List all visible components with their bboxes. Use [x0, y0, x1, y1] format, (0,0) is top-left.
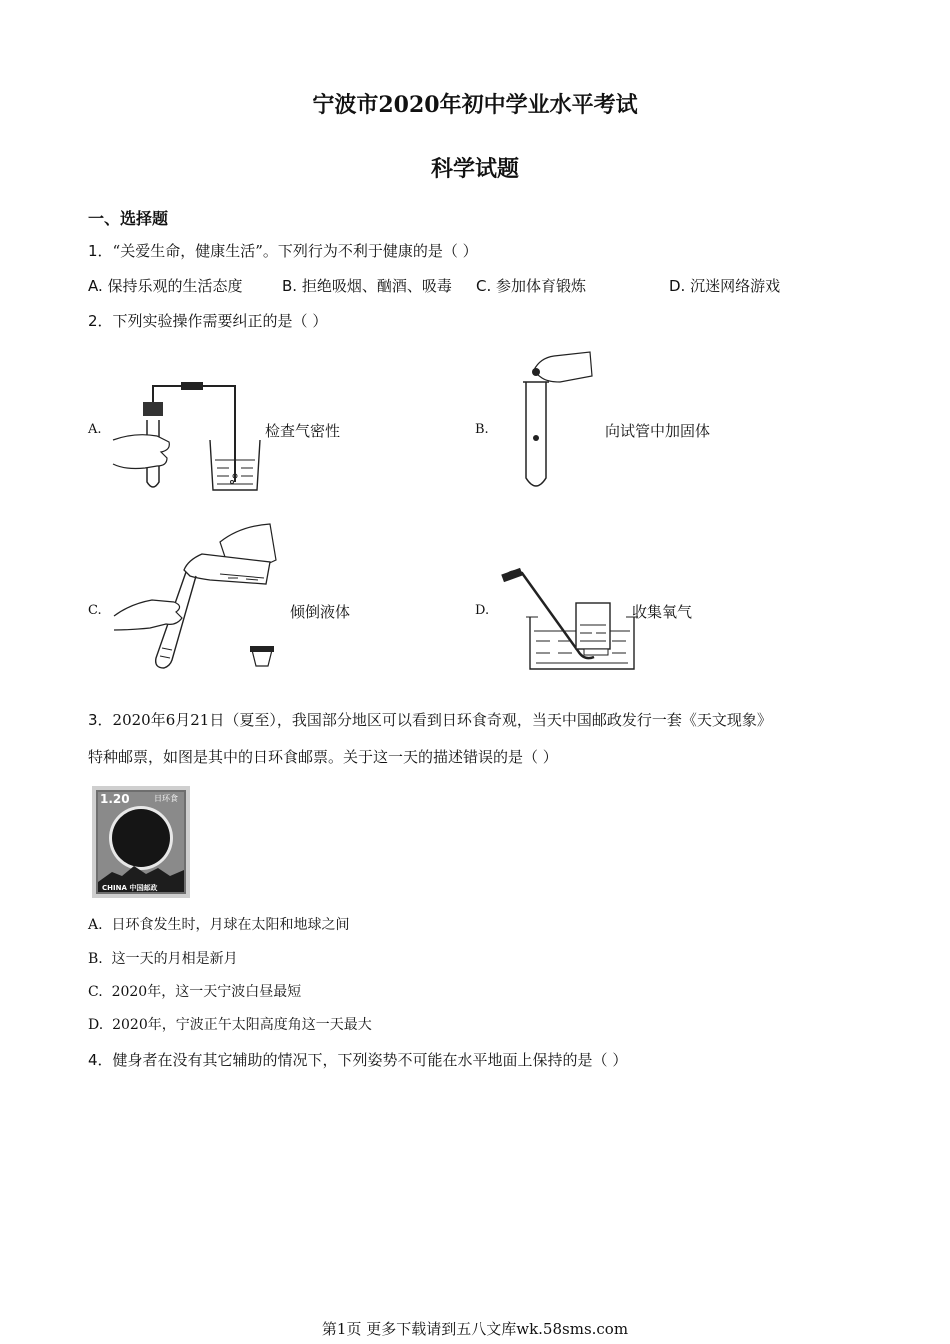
solar-eclipse-stamp [92, 786, 190, 898]
question-number: 3． [88, 711, 113, 729]
q2-option-a-caption: 检查气密性 [265, 422, 341, 440]
q2-option-d-caption: 收集氧气 [632, 603, 693, 621]
q2-option-c-letter: C. [88, 603, 102, 618]
q2-option-b-caption: 向试管中加固体 [605, 422, 711, 440]
airtightness-check-illustration [105, 380, 265, 495]
add-solid-illustration [520, 350, 600, 492]
collect-oxygen-illustration [500, 565, 635, 675]
q3-option-c: C. 2020年，这一天宁波白昼最短 [88, 984, 302, 1000]
question-text: 2020年6月21日（夏至），我国部分地区可以看到日环食奇观，当天中国邮政发行一套《天文现象》 [112, 711, 772, 729]
question-1 [88, 240, 478, 261]
question-2 [88, 310, 327, 331]
question-number: 4． [88, 1051, 113, 1069]
q2-option-c-caption: 倾倒液体 [290, 603, 351, 621]
q1-option-d: D. 沉迷网络游戏 [669, 277, 781, 295]
question-3-line1 [88, 709, 772, 730]
q1-option-b: B. 拒绝吸烟、酗酒、吸毒 [282, 277, 452, 295]
page-title: 宁波市2020年初中学业水平考试 [312, 92, 638, 118]
q3-option-a: A. 日环食发生时，月球在太阳和地球之间 [88, 917, 350, 933]
question-number: 2． [88, 312, 113, 330]
stamp-brand: CHINA 中国邮政 [102, 884, 158, 892]
q2-option-b-letter: B. [475, 422, 489, 437]
page-footer: 第1页 更多下载请到五八文库wk.58sms.com [321, 1320, 629, 1338]
pour-liquid-illustration [110, 520, 285, 670]
stamp-label: 日环食 [154, 794, 178, 803]
q3-option-b: B. 这一天的月相是新月 [88, 951, 238, 967]
question-4 [88, 1049, 627, 1070]
question-number: 1． [88, 242, 113, 260]
question-text: “关爱生命，健康生活”。下列行为不利于健康的是（ ） [112, 242, 478, 260]
question-3-line2: 特种邮票，如图是其中的日环食邮票。关于这一天的描述错误的是（ ） [88, 748, 558, 766]
question-text: 健身者在没有其它辅助的情况下，下列姿势不可能在水平地面上保持的是（ ） [112, 1051, 628, 1069]
q1-option-a: A. 保持乐观的生活态度 [88, 277, 243, 295]
q2-option-d-letter: D. [475, 603, 490, 618]
page-subtitle: 科学试题 [430, 156, 519, 182]
q1-option-c: C. 参加体育锻炼 [476, 277, 587, 295]
stamp-value: 1.20 [100, 792, 130, 806]
q3-option-d: D. 2020年，宁波正午太阳高度角这一天最大 [88, 1017, 372, 1033]
q2-option-a-letter: A. [88, 422, 102, 437]
section-heading: 一、选择题 [88, 209, 169, 228]
question-text: 下列实验操作需要纠正的是（ ） [112, 312, 328, 330]
